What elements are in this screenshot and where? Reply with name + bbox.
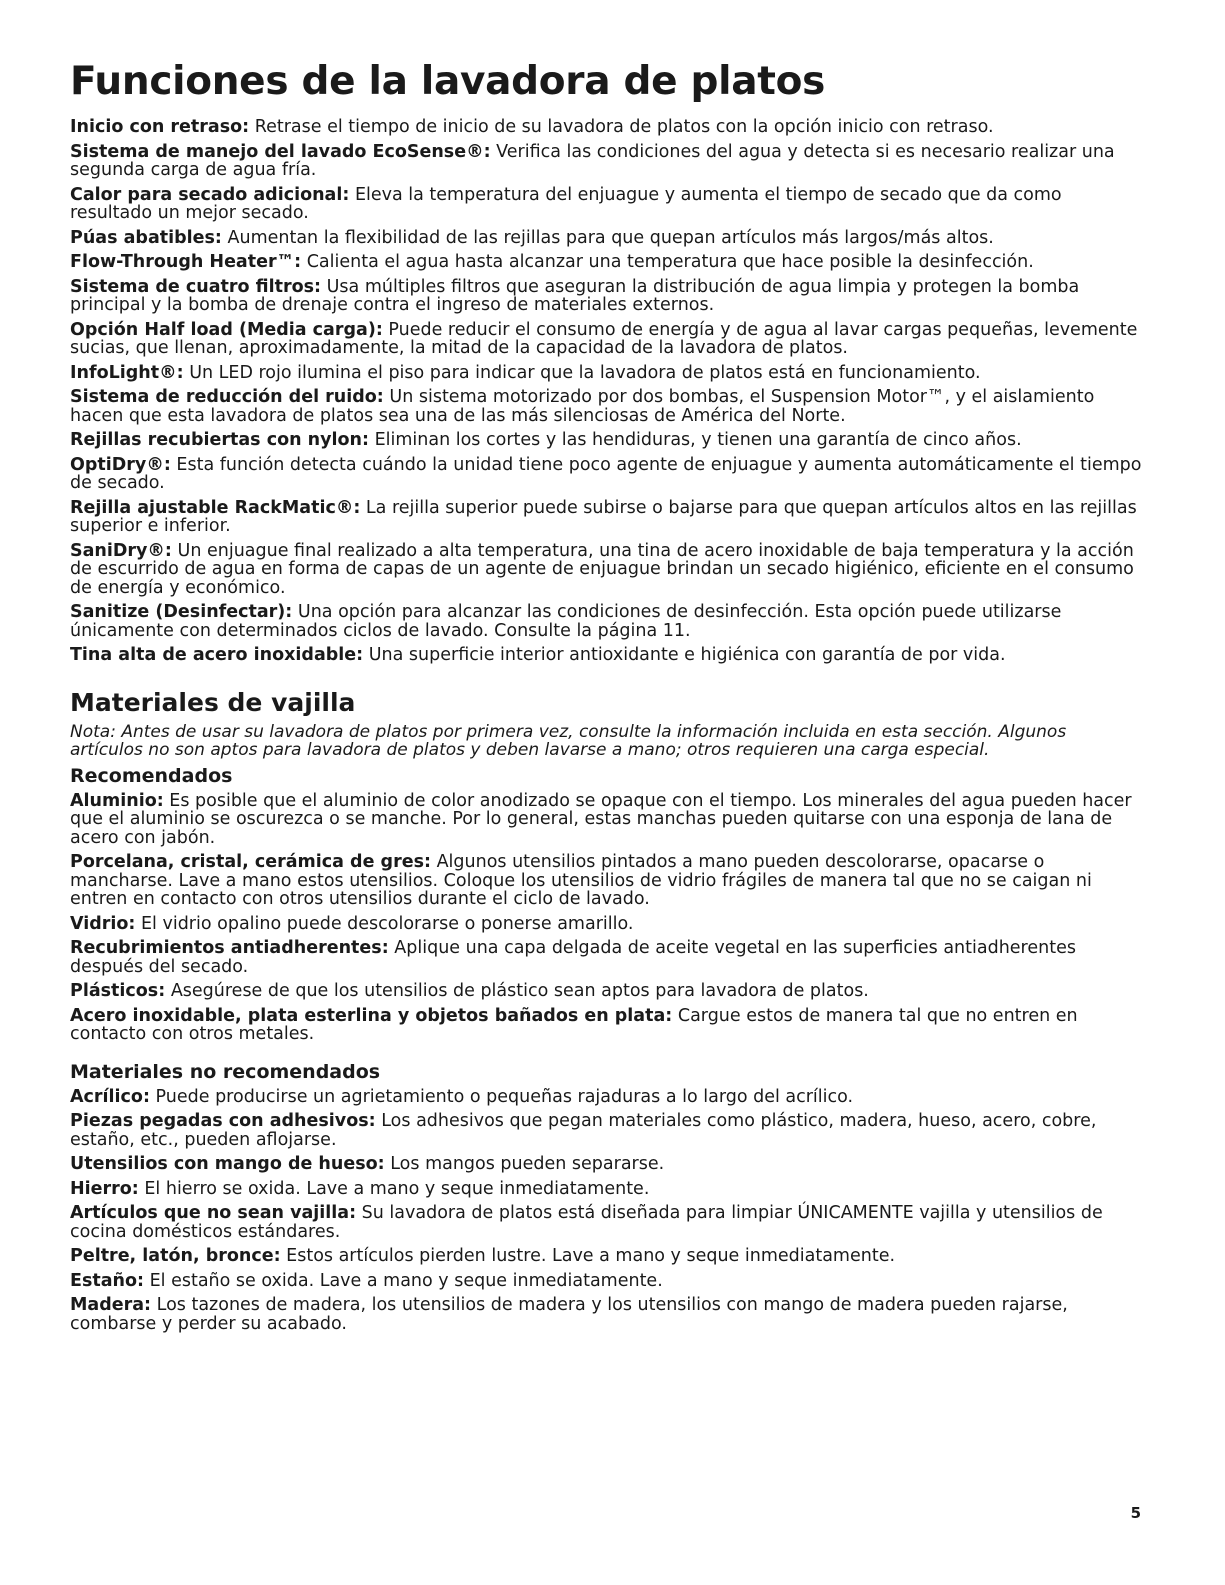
entry-text: Eliminan los cortes y las hendiduras, y tienen una garantía de cinco años.: [374, 430, 1022, 450]
list-item: [70, 1204, 1142, 1241]
entry-text: El estaño se oxida. Lave a mano y seque inmediatamente.: [149, 1270, 663, 1291]
entry-term: Acrílico:: [70, 1086, 150, 1107]
list-item: [70, 1088, 1142, 1107]
entry-term: Hierro:: [70, 1178, 139, 1199]
list-item: [70, 915, 1142, 934]
list-item: [70, 186, 1142, 223]
entry-text: Un sistema motorizado por dos bombas, el Suspension Motor™, y el aislamiento hacen que esta lavadora de platos sea una de las más silenciosas de América del Norte.: [70, 387, 1095, 426]
entry-text: Usa múltiples filtros que aseguran la distribución de agua limpia y protegen la bomba principal y la bomba de drenaje contra el ingreso de materiales externos.: [70, 276, 1080, 315]
entry-text: Los mangos pueden separarse.: [390, 1154, 665, 1174]
entry-term: Sistema de cuatro filtros:: [70, 276, 322, 297]
entry-term: OptiDry®:: [70, 454, 171, 475]
entry-text: Algunos utensilios pintados a mano pueden descolorarse, opacarse o mancharse. Lave a mano estos utensilios. Coloque los utensilios de vidrio frágiles de manera tal que no se caigan ni entren en contacto con otros utensilios durante el ciclo de lavado.: [70, 852, 1092, 909]
entry-term: Utensilios con mango de hueso:: [70, 1154, 385, 1174]
entry-term: SaniDry®:: [70, 540, 172, 561]
entry-text: Un LED rojo ilumina el piso para indicar que la lavadora de platos está en funcionamiento.: [189, 362, 981, 383]
page-content: [70, 58, 1142, 1339]
list-item: [70, 431, 1142, 450]
entry-text: Puede producirse un agrietamiento o pequeñas rajaduras a lo largo del acrílico.: [155, 1086, 854, 1107]
entry-text: Una opción para alcanzar las condiciones de desinfección. Esta opción puede utilizarse únicamente con determinados ciclos de lavado. Consulte la página 11.: [70, 602, 1062, 641]
list-item: [70, 1112, 1142, 1149]
entry-term: Porcelana, cristal, cerámica de gres:: [70, 852, 431, 872]
entry-text: Eleva la temperatura del enjuague y aumenta el tiempo de secado que da como resultado un mejor secado.: [70, 184, 1062, 223]
list-item: [70, 603, 1142, 640]
entry-term: Acero inoxidable, plata esterlina y objetos bañados en plata:: [70, 1005, 673, 1026]
no-recomendados-list: [70, 1088, 1142, 1334]
entry-text: Verifica las condiciones del agua y detecta si es necesario realizar una segunda carga de agua fría.: [70, 141, 1115, 180]
entry-text: Su lavadora de platos está diseñada para limpiar ÚNICAMENTE vajilla y utensilios de cocina domésticos estándares.: [70, 1203, 1103, 1242]
entry-text: Estos artículos pierden lustre. Lave a mano y seque inmediatamente.: [286, 1246, 896, 1266]
list-item: [70, 1180, 1142, 1199]
entry-text: Aplique una capa delgada de aceite vegetal en las superficies antiadherentes después del secado.: [70, 938, 1076, 977]
list-item: [70, 229, 1142, 248]
entry-term: InfoLight®:: [70, 362, 184, 383]
list-item: [70, 646, 1142, 665]
list-item: [70, 253, 1142, 272]
list-item: [70, 792, 1142, 848]
entry-term: Artículos que no sean vajilla:: [70, 1203, 357, 1223]
entry-text: El hierro se oxida. Lave a mano y seque inmediatamente.: [144, 1178, 650, 1199]
list-item: [70, 542, 1142, 598]
entry-term: Opción Half load (Media carga):: [70, 319, 383, 340]
page-number: 5: [1130, 1504, 1141, 1522]
entry-term: Sanitize (Desinfectar):: [70, 602, 293, 622]
entry-text: Un enjuague final realizado a alta temperatura, una tina de acero inoxidable de baja temperatura y la acción de escurrido de agua en forma de capas de un agente de enjuague brindan un secado higiénico, eficiente en el consumo de energía y económico.: [70, 540, 1134, 598]
entry-term: Madera:: [70, 1295, 152, 1315]
funciones-list: [70, 118, 1142, 665]
list-item: [70, 143, 1142, 180]
entry-text: Cargue estos de manera tal que no entren en contacto con otros metales.: [70, 1005, 1078, 1044]
entry-term: Peltre, latón, bronce:: [70, 1246, 281, 1266]
section-title-materiales: Materiales de vajilla: [70, 687, 356, 717]
list-item: [70, 1296, 1142, 1333]
entry-text: El vidrio opalino puede descolorarse o ponerse amarillo.: [141, 913, 634, 934]
list-item: [70, 364, 1142, 383]
list-item: [70, 982, 1142, 1001]
entry-text: Una superficie interior antioxidante e higiénica con garantía de por vida.: [368, 645, 1006, 665]
entry-text: Aumentan la flexibilidad de las rejillas para que quepan artículos más largos/más altos.: [227, 227, 994, 248]
entry-term: Tina alta de acero inoxidable:: [70, 645, 364, 665]
entry-text: Calienta el agua hasta alcanzar una temperatura que hace posible la desinfección.: [306, 252, 1034, 272]
section-note: Nota: Antes de usar su lavadora de platos por primera vez, consulte la información incluida en esta sección. Algunos artículos no son aptos para lavadora de platos y deben lavarse a mano; otros requieren una carga especial.: [70, 721, 1067, 760]
entry-term: Flow-Through Heater™:: [70, 252, 302, 272]
list-item: [70, 499, 1142, 536]
section-title-funciones: Funciones de la lavadora de platos: [70, 59, 825, 104]
entry-term: Vidrio:: [70, 913, 136, 934]
entry-term: Estaño:: [70, 1270, 145, 1291]
entry-text: Asegúrese de que los utensilios de plástico sean aptos para lavadora de platos.: [170, 981, 869, 1001]
entry-text: La rejilla superior puede subirse o bajarse para que quepan artículos altos en las rejillas superior e inferior.: [70, 497, 1137, 536]
list-item: [70, 1272, 1142, 1291]
list-item: [70, 388, 1142, 425]
list-item: [70, 278, 1142, 315]
recomendados-list: [70, 792, 1142, 1044]
list-item: [70, 853, 1142, 909]
entry-text: Es posible que el aluminio de color anodizado se opaque con el tiempo. Los minerales del agua pueden hacer que el aluminio se oscurezca o se manche. Por lo general, estas manchas pueden quitarse con una esponja de lana de acero con jabón.: [70, 790, 1132, 848]
entry-term: Calor para secado adicional:: [70, 184, 350, 205]
entry-term: Aluminio:: [70, 790, 164, 811]
entry-term: Inicio con retraso:: [70, 117, 250, 137]
list-item: [70, 939, 1142, 976]
entry-term: Plásticos:: [70, 981, 166, 1001]
entry-term: Rejilla ajustable RackMatic®:: [70, 497, 361, 518]
entry-term: Púas abatibles:: [70, 227, 222, 248]
subsection-title-recomendados: Recomendados: [70, 764, 233, 787]
list-item: [70, 1007, 1142, 1044]
entry-text: Los tazones de madera, los utensilios de madera y los utensilios con mango de madera pueden rajarse, combarse y perder su acabado.: [70, 1295, 1068, 1334]
list-item: [70, 1155, 1142, 1174]
subsection-title-no-recomendados: Materiales no recomendados: [70, 1060, 381, 1083]
entry-term: Sistema de reducción del ruido:: [70, 387, 384, 407]
list-item: [70, 321, 1142, 358]
entry-text: Puede reducir el consumo de energía y de agua al lavar cargas pequeñas, levemente sucias, que llenan, aproximadamente, la mitad de la capacidad de la lavadora de platos.: [70, 319, 1138, 358]
list-item: [70, 1247, 1142, 1266]
entry-text: Retrase el tiempo de inicio de su lavadora de platos con la opción inicio con retraso.: [254, 117, 994, 137]
entry-term: Recubrimientos antiadherentes:: [70, 938, 389, 958]
entry-term: Piezas pegadas con adhesivos:: [70, 1111, 376, 1131]
entry-text: Los adhesivos que pegan materiales como plástico, madera, hueso, acero, cobre, estaño, etc., pueden aflojarse.: [70, 1111, 1097, 1150]
entry-text: Esta función detecta cuándo la unidad tiene poco agente de enjuague y aumenta automáticamente el tiempo de secado.: [70, 454, 1142, 493]
entry-term: Sistema de manejo del lavado EcoSense®:: [70, 141, 491, 162]
list-item: [70, 118, 1142, 137]
list-item: [70, 456, 1142, 493]
entry-term: Rejillas recubiertas con nylon:: [70, 430, 369, 450]
